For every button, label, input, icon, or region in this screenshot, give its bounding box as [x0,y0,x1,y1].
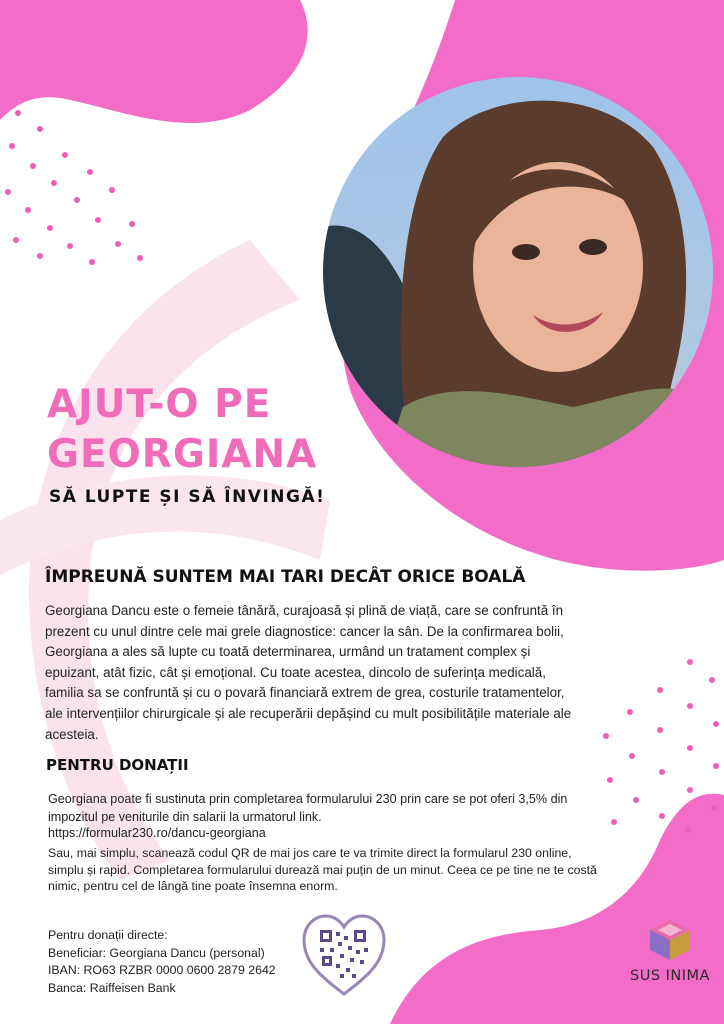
story-paragraph: Georgiana Dancu este o femeie tânără, curajoasă și plină de viață, care se confruntă în prezent cu unul dintre cele mai grele diagnostice: cancer la sân. De la confirmarea bolii, Georgiana a ales să lupte cu toată determinarea, urmând un tratament complex și epuizant, atât fizic, cât și emoțional. Cu toate acestea, dincolo de suferința medicală, familia sa se confruntă și cu o povară financiară extrem de grea, costurile tratamentelor, ale intervențiilor chirurgicale și ale recuperării depășind cu mult posibilitățile materiale ale acesteia. [45,603,572,742]
page-title: AJUT-O PE GEORGIANA [47,382,318,477]
pink-blob-top-left [0,0,308,123]
donations-text: Georgiana poate fi sustinuta prin completarea formularului 230 prin care se pot oferi 3,5% din impozitul pe veniturile din salarii la urmatorul link. [48,792,568,824]
logo-text: SUS INIMA [630,968,710,984]
dot-pattern-left [5,110,143,265]
qr-code-heart-icon[interactable] [300,912,388,998]
qr-instructions: Sau, mai simplu, scanează codul QR de mai jos care te va trimite direct la formularul 230 online, simplu și rapid. Completarea formularului durează mai puțin de un minut. Ceea ce pe tine ne te costă nimic, pentru cel de lângă tine poate însemna enorm. [48,846,597,894]
bank: Banca: Raiffeisen Bank [48,980,176,995]
donations-heading: PENTRU DONAȚII [46,756,189,774]
pink-blob-bottom [390,794,724,1024]
direct-label: Pentru donații directe: [48,928,168,942]
beneficiary: Beneficiar: Georgiana Dancu (personal) [48,945,265,960]
awareness-ribbon [29,240,300,880]
direct-donation-info [48,927,276,997]
page-subtitle: SĂ LUPTE ȘI SĂ ÎNVINGĂ! [49,487,326,507]
sus-inima-cube-icon [646,918,694,962]
story-heading: ÎMPREUNĂ SUNTEM MAI TARI DECÂT ORICE BOALĂ [45,567,526,587]
donation-link[interactable]: https://formular230.ro/dancu-georgiana [48,826,266,840]
iban: IBAN: RO63 RZBR 0000 0600 2879 2642 [48,963,276,978]
portrait-photo [323,77,713,467]
sus-inima-logo [622,918,718,984]
